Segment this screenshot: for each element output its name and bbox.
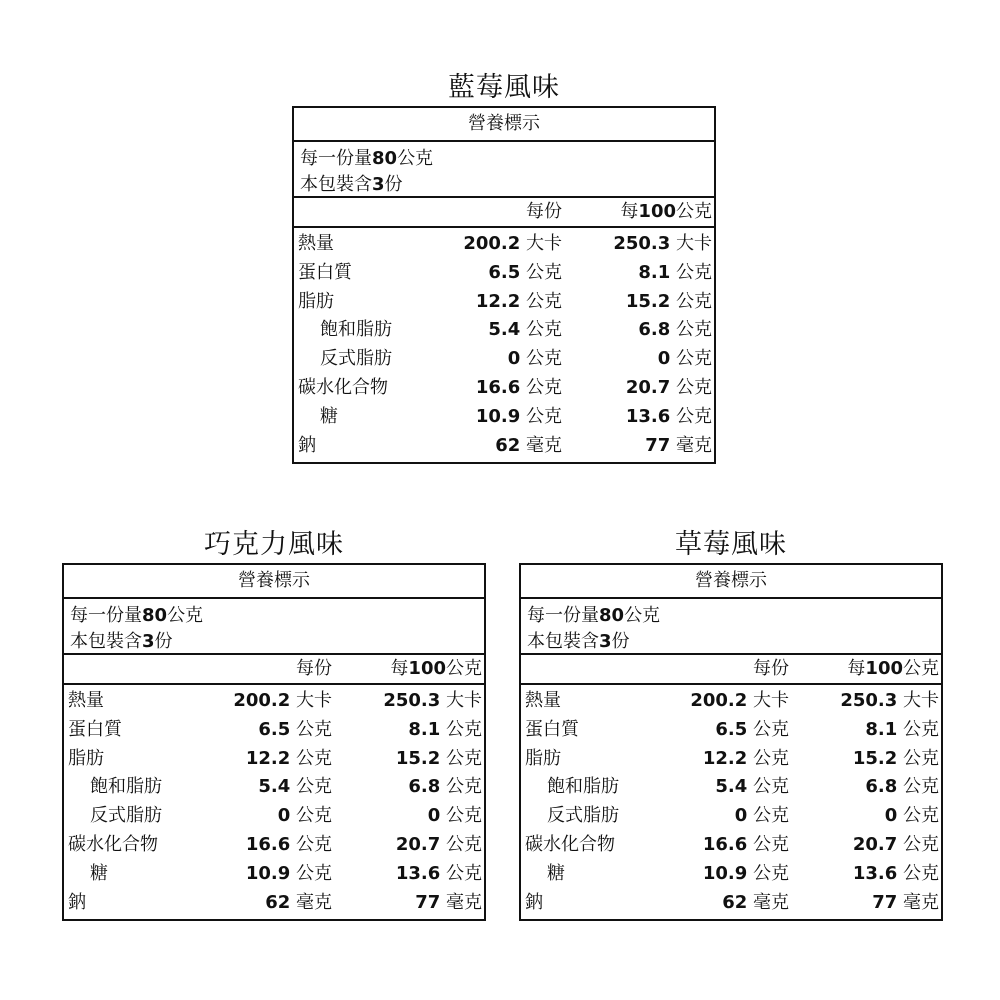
nutrient-rows: [294, 228, 714, 462]
nutrient-name: 反式脂肪: [320, 348, 392, 370]
nutrition-label: [519, 563, 943, 921]
column-header: [521, 655, 941, 685]
value-per-100g: 15.2 公克: [852, 747, 939, 769]
nutrient-name: 飽和脂肪: [547, 776, 619, 798]
nutrient-row: [294, 374, 714, 403]
nutrient-row: [64, 745, 484, 774]
flavor-title: 巧克力風味: [204, 529, 344, 560]
value-per-100g: 13.6 公克: [625, 405, 712, 427]
serving-info: [64, 599, 484, 655]
nutrient-name: 脂肪: [68, 747, 104, 769]
nutrient-row: [64, 773, 484, 802]
nutrient-name: 糖: [320, 405, 338, 427]
value-per-serving: 16.6 公克: [702, 833, 789, 855]
nutrient-row: [64, 716, 484, 745]
nutrient-name: 蛋白質: [525, 718, 579, 740]
serving-info: [294, 142, 714, 198]
label-header: 營養標示: [64, 565, 484, 599]
value-per-serving: 0 公克: [734, 805, 789, 827]
value-per-serving: 6.5 公克: [258, 718, 332, 740]
nutrient-row: [521, 889, 941, 918]
value-per-100g: 8.1 公克: [408, 718, 482, 740]
nutrient-row: [64, 860, 484, 889]
value-per-serving: 200.2 大卡: [690, 690, 789, 711]
value-per-100g: 15.2 公克: [625, 290, 712, 312]
value-per-serving: 5.4 公克: [488, 319, 562, 341]
nutrient-name: 碳水化合物: [298, 376, 388, 398]
nutrient-name: 蛋白質: [298, 261, 352, 283]
flavor-title: 藍莓風味: [448, 72, 560, 103]
column-header: [294, 198, 714, 228]
nutrient-name: 熱量: [298, 233, 334, 254]
column-header: [64, 655, 484, 685]
value-per-serving: 10.9 公克: [475, 405, 562, 427]
value-per-serving: 6.5 公克: [488, 261, 562, 283]
nutrient-row: [521, 802, 941, 831]
value-per-100g: 8.1 公克: [638, 261, 712, 283]
nutrient-row: [294, 403, 714, 432]
value-per-100g: 0 公克: [427, 805, 482, 827]
nutrient-row: [294, 432, 714, 461]
value-per-100g: 20.7 公克: [395, 833, 482, 855]
nutrient-row: [64, 687, 484, 716]
nutrient-name: 飽和脂肪: [90, 776, 162, 798]
value-per-100g: 250.3 大卡: [383, 690, 482, 711]
col-per-100g: 每100公克: [620, 201, 712, 222]
nutrient-name: 熱量: [525, 690, 561, 711]
value-per-100g: 6.8 公克: [865, 776, 939, 798]
value-per-100g: 6.8 公克: [638, 319, 712, 341]
value-per-100g: 250.3 大卡: [613, 233, 712, 254]
nutrient-name: 反式脂肪: [90, 805, 162, 827]
value-per-100g: 8.1 公克: [865, 718, 939, 740]
nutrient-name: 鈉: [298, 434, 316, 456]
nutrient-name: 飽和脂肪: [320, 319, 392, 341]
value-per-serving: 12.2 公克: [475, 290, 562, 312]
value-per-100g: 0 公克: [657, 348, 712, 370]
nutrient-row: [294, 345, 714, 374]
value-per-serving: 200.2 大卡: [233, 690, 332, 711]
nutrient-name: 蛋白質: [68, 718, 122, 740]
nutrition-label: [292, 106, 716, 464]
value-per-100g: 0 公克: [884, 805, 939, 827]
value-per-100g: 77 毫克: [872, 891, 939, 913]
col-per-serving: 每份: [526, 201, 562, 222]
value-per-100g: 20.7 公克: [852, 833, 939, 855]
value-per-serving: 10.9 公克: [702, 862, 789, 884]
nutrient-row: [521, 860, 941, 889]
col-per-serving: 每份: [753, 658, 789, 679]
nutrient-row: [294, 259, 714, 288]
nutrient-row: [294, 230, 714, 259]
nutrient-name: 熱量: [68, 690, 104, 711]
value-per-100g: 77 毫克: [645, 434, 712, 456]
col-per-100g: 每100公克: [390, 658, 482, 679]
nutrient-name: 糖: [547, 862, 565, 884]
value-per-100g: 20.7 公克: [625, 376, 712, 398]
value-per-serving: 5.4 公克: [715, 776, 789, 798]
label-header: 營養標示: [294, 108, 714, 142]
value-per-serving: 6.5 公克: [715, 718, 789, 740]
serving-info: [521, 599, 941, 655]
value-per-serving: 62 毫克: [722, 891, 789, 913]
value-per-100g: 6.8 公克: [408, 776, 482, 798]
servings-per-pack: 本包裝含3份: [70, 631, 173, 652]
nutrient-name: 反式脂肪: [547, 805, 619, 827]
value-per-serving: 12.2 公克: [702, 747, 789, 769]
nutrient-row: [521, 831, 941, 860]
serving-size: 每一份量80公克: [300, 148, 434, 169]
value-per-serving: 62 毫克: [495, 434, 562, 456]
value-per-100g: 15.2 公克: [395, 747, 482, 769]
nutrient-name: 糖: [90, 862, 108, 884]
col-per-100g: 每100公克: [847, 658, 939, 679]
nutrient-row: [521, 745, 941, 774]
serving-size: 每一份量80公克: [527, 605, 661, 626]
servings-per-pack: 本包裝含3份: [527, 631, 630, 652]
value-per-serving: 12.2 公克: [245, 747, 332, 769]
nutrient-rows: [64, 685, 484, 919]
nutrient-rows: [521, 685, 941, 919]
col-per-serving: 每份: [296, 658, 332, 679]
nutrient-name: 碳水化合物: [68, 833, 158, 855]
value-per-serving: 200.2 大卡: [463, 233, 562, 254]
label-header: 營養標示: [521, 565, 941, 599]
nutrient-name: 鈉: [68, 891, 86, 913]
servings-per-pack: 本包裝含3份: [300, 174, 403, 195]
value-per-serving: 0 公克: [507, 348, 562, 370]
nutrient-name: 碳水化合物: [525, 833, 615, 855]
value-per-100g: 250.3 大卡: [840, 690, 939, 711]
serving-size: 每一份量80公克: [70, 605, 204, 626]
nutrient-row: [64, 831, 484, 860]
value-per-100g: 13.6 公克: [395, 862, 482, 884]
nutrient-name: 脂肪: [298, 290, 334, 312]
value-per-serving: 5.4 公克: [258, 776, 332, 798]
nutrient-name: 鈉: [525, 891, 543, 913]
nutrient-row: [521, 687, 941, 716]
value-per-serving: 10.9 公克: [245, 862, 332, 884]
nutrient-row: [521, 773, 941, 802]
nutrient-row: [294, 316, 714, 345]
value-per-100g: 13.6 公克: [852, 862, 939, 884]
nutrition-panel-chocolate: [62, 527, 486, 921]
nutrient-name: 脂肪: [525, 747, 561, 769]
value-per-serving: 16.6 公克: [475, 376, 562, 398]
value-per-serving: 16.6 公克: [245, 833, 332, 855]
nutrient-row: [521, 716, 941, 745]
value-per-serving: 62 毫克: [265, 891, 332, 913]
value-per-100g: 77 毫克: [415, 891, 482, 913]
nutrition-label: [62, 563, 486, 921]
value-per-serving: 0 公克: [277, 805, 332, 827]
nutrient-row: [294, 288, 714, 317]
nutrition-panel-strawberry: [519, 527, 943, 921]
nutrient-row: [64, 889, 484, 918]
flavor-title: 草莓風味: [675, 529, 787, 560]
nutrition-panel-blueberry: [292, 70, 716, 464]
nutrient-row: [64, 802, 484, 831]
